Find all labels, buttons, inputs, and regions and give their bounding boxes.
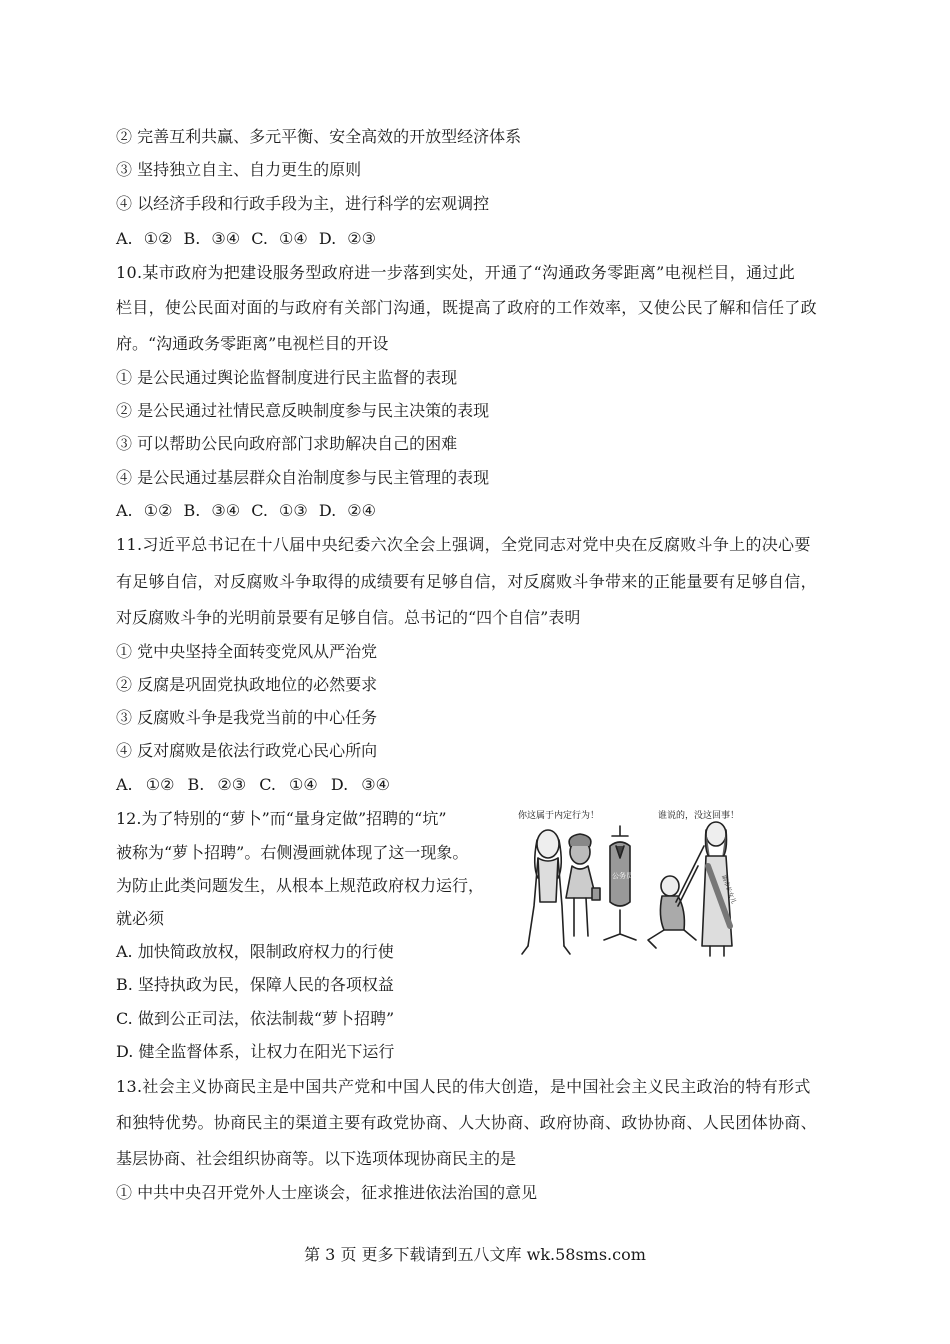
q10-stem-line-2: 栏目，使公民面对面的与政府有关部门沟通，既提高了政府的工作效率，又使公民了解和信任了政 — [116, 298, 817, 317]
q9-option-3: ③ 坚持独立自主、自力更生的原则 — [116, 160, 362, 179]
q10-option-2: ② 是公民通过社情民意反映制度参与民主决策的表现 — [116, 401, 490, 420]
q11-option-1: ① 党中央坚持全面转变党风从严治党 — [116, 642, 378, 661]
q9-answers: A. ①② B. ③④ C. ①④ D. ②③ — [116, 229, 376, 248]
q10-answers: A. ①② B. ③④ C. ①③ D. ②④ — [116, 501, 376, 520]
q10-option-1: ① 是公民通过舆论监督制度进行民主监督的表现 — [116, 368, 458, 387]
q12-option-b: B. 坚持执政为民，保障人民的各项权益 — [116, 975, 394, 994]
cartoon-sash-label: 副市长女儿 — [720, 874, 737, 905]
q11-option-3: ③ 反腐败斗争是我党当前的中心任务 — [116, 708, 378, 727]
q13-stem-line-3: 基层协商、社会组织协商等。以下选项体现协商民主的是 — [116, 1149, 517, 1168]
q12-stem-line-3: 为防止此类问题发生，从根本上规范政府权力运行， — [116, 876, 485, 895]
q11-answers: A. ①② B. ②③ C. ①④ D. ③④ — [116, 775, 390, 794]
q13-option-1: ① 中共中央召开党外人士座谈会，征求推进依法治国的意见 — [116, 1183, 538, 1202]
q11-option-4: ④ 反对腐败是依法行政党心民心所向 — [116, 741, 378, 760]
cartoon-bubble-left: 你这属于内定行为！ — [518, 811, 600, 821]
q12-option-c: C. 做到公正司法，依法制裁“萝卜招聘” — [116, 1009, 395, 1028]
q11-stem-line-3: 对反腐败斗争的光明前景要有足够自信。总书记的“四个自信”表明 — [116, 608, 581, 627]
cartoon-illustration — [508, 806, 758, 962]
q10-stem-line-3: 府。“沟通政务零距离”电视栏目的开设 — [116, 334, 389, 353]
q9-option-4: ④ 以经济手段和行政手段为主，进行科学的宏观调控 — [116, 194, 490, 213]
q11-stem-line-1: 11.习近平总书记在十八届中央纪委六次全会上强调，全党同志对党中央在反腐败斗争上的决心要 — [116, 535, 811, 554]
q11-option-2: ② 反腐是巩固党执政地位的必然要求 — [116, 675, 378, 694]
q10-option-4: ④ 是公民通过基层群众自治制度参与民主管理的表现 — [116, 468, 490, 487]
page-footer: 第 3 页 更多下载请到五八文库 wk.58sms.com — [304, 1245, 646, 1264]
cartoon-bubble-right: 谁说的，没这回事！ — [658, 811, 740, 821]
q12-option-d: D. 健全监督体系，让权力在阳光下运行 — [116, 1042, 395, 1061]
q10-option-3: ③ 可以帮助公民向政府部门求助解决自己的困难 — [116, 434, 458, 453]
q12-stem-line-2: 被称为“萝卜招聘”。右侧漫画就体现了这一现象。 — [116, 843, 469, 862]
q10-stem-line-1: 10.某市政府为把建设服务型政府进一步落到实处，开通了“沟通政务零距离”电视栏目，通过此 — [116, 263, 796, 282]
q13-stem-line-1: 13.社会主义协商民主是中国共产党和中国人民的伟大创造，是中国社会主义民主政治的特有形式 — [116, 1077, 811, 1096]
q13-stem-line-2: 和独特优势。协商民主的渠道主要有政党协商、人大协商、政府协商、政协协商、人民团体协商、 — [116, 1113, 817, 1132]
q9-option-2: ② 完善互利共赢、多元平衡、安全高效的开放型经济体系 — [116, 127, 522, 146]
q12-stem-line-1: 12.为了特别的“萝卜”而“量身定做”招聘的“坑” — [116, 809, 447, 828]
cartoon-mannequin-label: 公务员 — [612, 872, 633, 880]
q11-stem-line-2: 有足够自信，对反腐败斗争取得的成绩要有足够自信，对反腐败斗争带来的正能量要有足够自信， — [116, 572, 817, 591]
q12-stem-line-4: 就必须 — [116, 909, 165, 928]
q12-option-a: A. 加快简政放权，限制政府权力的行使 — [116, 942, 394, 961]
